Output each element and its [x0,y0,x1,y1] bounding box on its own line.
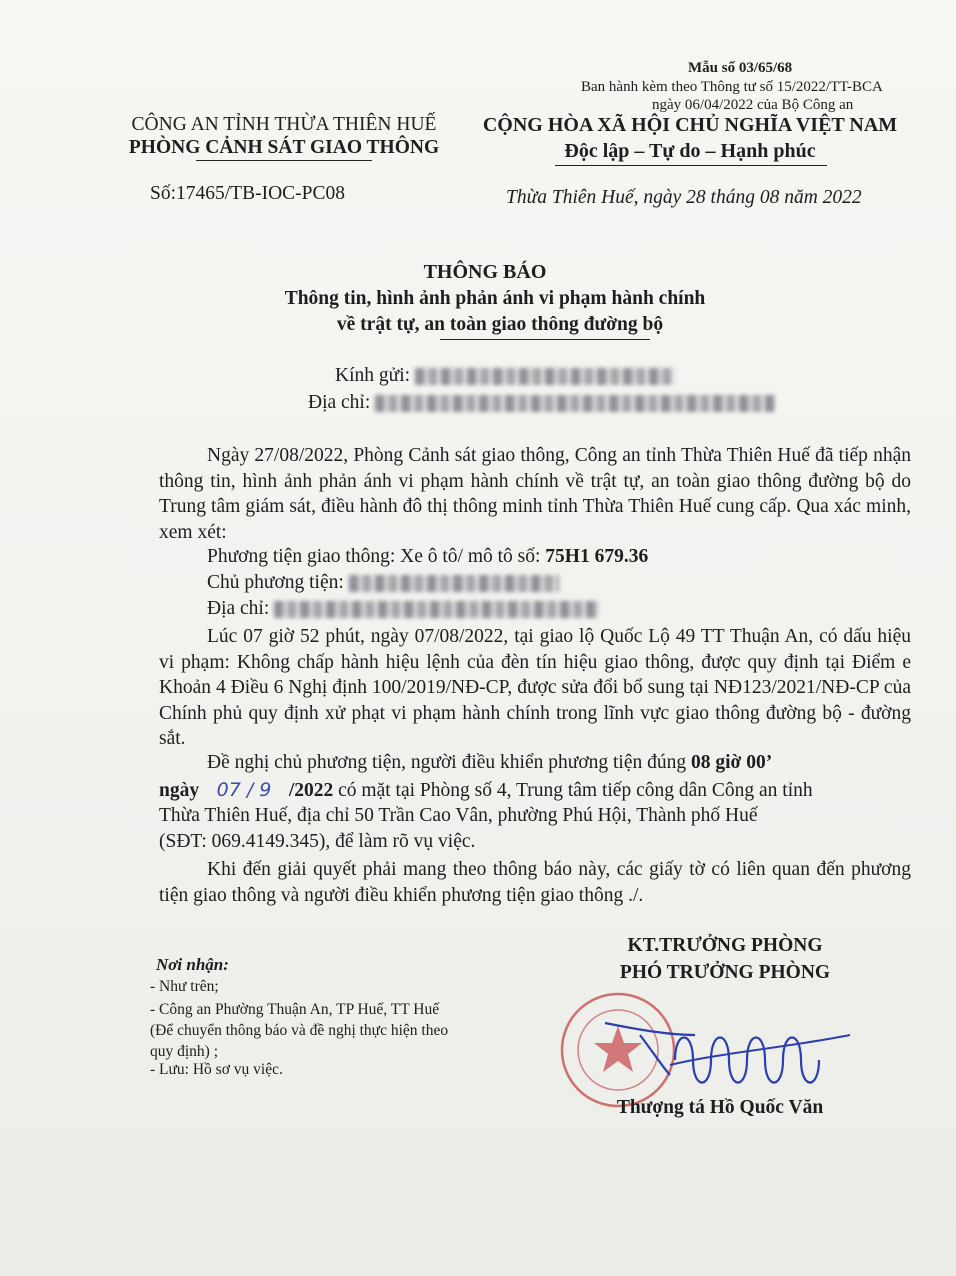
handwritten-signature [600,995,860,1090]
vehicle-line [207,546,648,568]
form-number: Mẫu số 03/65/68 [688,60,793,76]
vehicle-label: Phương tiện giao thông: Xe ô tô/ mô tô số: [207,546,541,567]
recipient-label: Kính gửi: [335,365,411,386]
agency-name: CÔNG AN TỈNH THỪA THIÊN HUẾ [131,114,437,135]
owner-label: Chủ phương tiện: [207,572,344,593]
form-issued-line-1: Ban hành kèm theo Thông tư số 15/2022/TT-BCA [581,79,883,95]
paragraph-4: Khi đến giải quyết phải mang theo thông báo này, các giấy tờ có liên quan đến phương tiện giao thông và người điều khiển phương tiện giao thông ./. [159,859,911,906]
document-title: THÔNG BÁO [423,261,547,283]
p3-day: ngày [159,780,200,801]
form-issued-line-2: ngày 06/04/2022 của Bộ Công an [652,97,854,113]
recipient-line [335,365,675,387]
p3-rest-1: có mặt tại Phòng số 4, Trung tâm tiếp công dân Công an tỉnh [338,780,813,801]
signer-name: Thượng tá Hồ Quốc Văn [616,1097,824,1118]
recipients-heading: Nơi nhận: [156,955,229,974]
owner-line [207,572,559,594]
paragraph-3-line-2 [159,779,813,802]
department-underline [196,160,372,161]
recipients-item-5: - Lưu: Hồ sơ vụ việc. [150,1061,283,1078]
recipient-address-label: Địa chỉ: [308,392,371,413]
p3-time: 08 giờ 00’ [691,752,773,773]
paragraph-3-line-1 [207,752,911,774]
redacted-recipient [415,368,675,385]
department-name: PHÒNG CẢNH SÁT GIAO THÔNG [128,137,440,158]
paragraph-2: Lúc 07 giờ 52 phút, ngày 07/08/2022, tại giao lộ Quốc Lộ 49 TT Thuận An, có dấu hiệu vi phạm: Không chấp hành hiệu lệnh của đèn tín hiệu giao thông, được quy định tại Điểm e Khoản 4 Điều 6 Nghị định 100/2019/NĐ-CP, được sửa đổi bổ sung tại NĐ123/2021/NĐ-CP của Chính phủ quy định xử phạt vi phạm hành chính trong lĩnh vực giao thông đường bộ - đường sắt. [159,626,911,750]
owner-address-line [207,598,599,620]
recipients-item-3: (Để chuyển thông báo và đề nghị thực hiện theo [150,1022,449,1039]
owner-address-label: Địa chỉ: [207,598,270,619]
p3-lead: Đề nghị chủ phương tiện, người điều khiển phương tiện đúng [207,752,687,773]
redacted-owner-address [274,601,599,618]
vehicle-plate: 75H1 679.36 [545,546,649,567]
signature-title-1: KT.TRƯỞNG PHÒNG [627,935,823,956]
place-date: Thừa Thiên Huế, ngày 28 tháng 08 năm 2022 [506,187,862,208]
paragraph-1: Ngày 27/08/2022, Phòng Cảnh sát giao thông, Công an tỉnh Thừa Thiên Huế đã tiếp nhận thông tin, hình ảnh phản ánh vi phạm hành chính về trật tự, an toàn giao thông đường bộ do Trung tâm giám sát, điều hành đô thị thông minh tỉnh Thừa Thiên Huế cung cấp. Qua xác minh, xem xét: [159,445,911,543]
p3-year: /2022 [288,780,334,801]
recipient-address-line [308,392,775,414]
republic-name: CỘNG HÒA XÃ HỘI CHỦ NGHĨA VIỆT NAM [482,114,898,136]
recipients-item-2: - Công an Phường Thuận An, TP Huế, TT Huế [150,1001,440,1018]
recipients-item-4: quy định) ; [150,1043,219,1060]
title-underline [440,339,650,340]
signature-title-2: PHÓ TRƯỞNG PHÒNG [619,962,831,983]
document-subtitle-1: Thông tin, hình ảnh phản ánh vi phạm hành chính [284,288,706,309]
motto: Độc lập – Tự do – Hạnh phúc [564,140,816,162]
document-number: Số:17465/TB-IOC-PC08 [150,183,346,204]
p3-handwritten-date: 07 / 9 [216,779,272,801]
document-subtitle-2: về trật tự, an toàn giao thông đường bộ [336,314,664,335]
redacted-owner [349,575,559,592]
recipients-item-1: - Như trên; [150,978,219,995]
paragraph-3-line-4: (SĐT: 069.4149.345), để làm rõ vụ việc. [159,831,476,852]
redacted-recipient-address [375,395,775,412]
paragraph-3-line-3: Thừa Thiên Huế, địa chỉ 50 Trần Cao Vân, phường Phú Hội, Thành phố Huế [159,805,758,826]
motto-underline [555,165,827,166]
